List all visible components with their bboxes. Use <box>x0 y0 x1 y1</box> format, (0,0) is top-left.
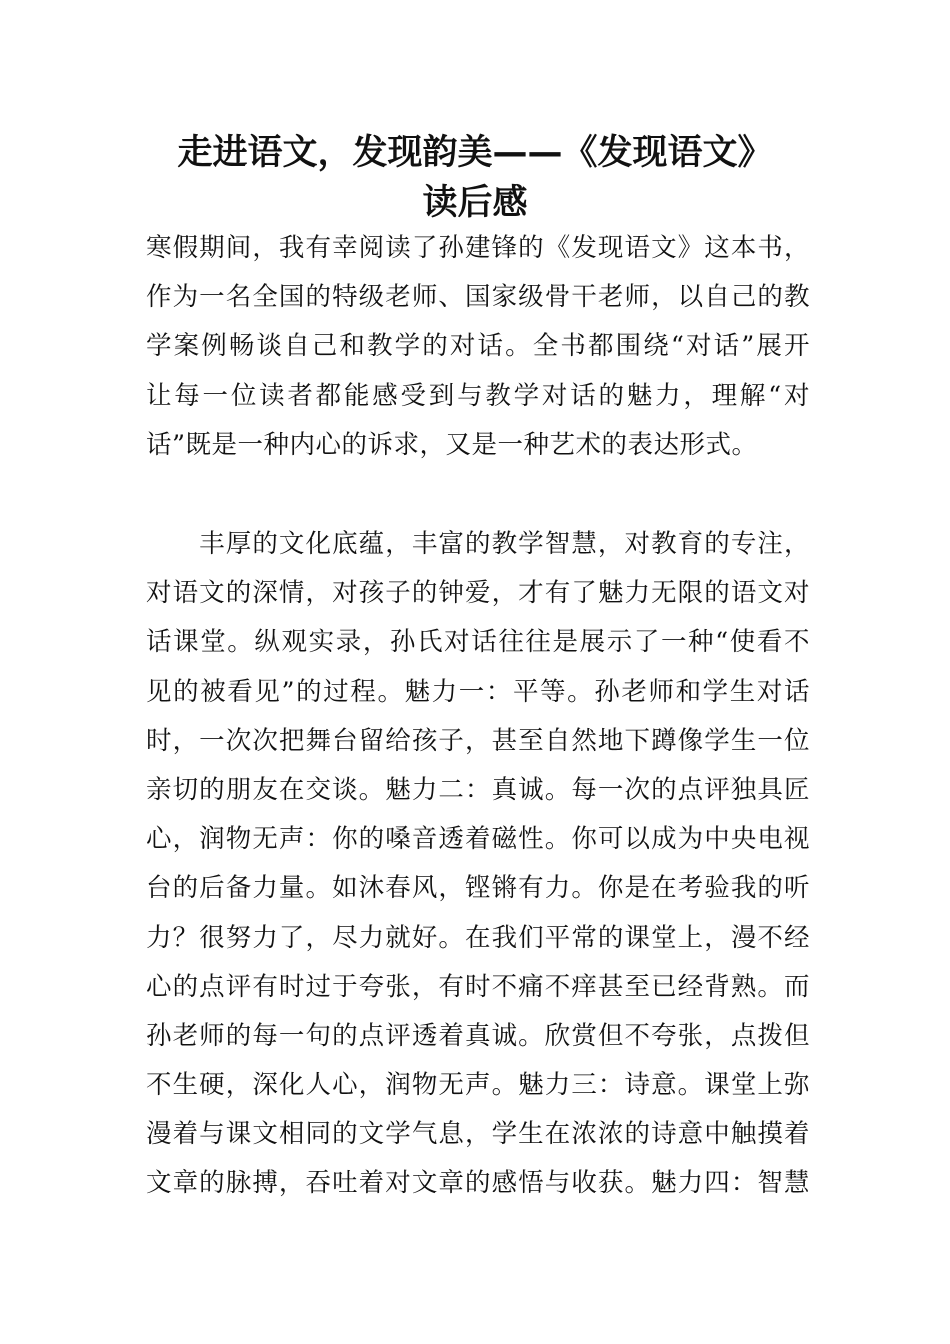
text-line: 心的点评有时过于夸张，有时不痛不痒甚至已经背熟。而 <box>146 971 810 1002</box>
text-line: 亲切的朋友在交谈。魅力二：真诚。每一次的点评独具匠 <box>146 774 810 805</box>
text-line: 寒假期间，我有幸阅读了孙建锋的《发现语文》这本书， <box>146 233 810 263</box>
title-line-1: 走进语文，发现韵美——《发现语文》 <box>177 133 773 173</box>
text-line: 孙老师的每一句的点评透着真诚。欣赏但不夸张，点拨但 <box>146 1020 810 1051</box>
text-line: 见的被看见”的过程。魅力一：平等。孙老师和学生对话 <box>146 676 810 707</box>
paragraph-2 <box>146 520 810 1209</box>
text-line: 对语文的深情，对孩子的钟爱，才有了魅力无限的语文对 <box>146 578 810 609</box>
text-line: 学案例畅谈自己和教学的对话。全书都围绕“对话”展开 <box>146 331 810 362</box>
text-line: 台的后备力量。如沐春风，铿锵有力。你是在考验我的听 <box>146 873 810 904</box>
document-title <box>120 128 830 228</box>
text-line: 时，一次次把舞台留给孩子，甚至自然地下蹲像学生一位 <box>146 725 810 756</box>
text-line: 话课堂。纵观实录，孙氏对话往往是展示了一种“使看不 <box>146 627 810 658</box>
text-line: 漫着与课文相同的文学气息，学生在浓浓的诗意中触摸着 <box>146 1119 810 1150</box>
text-line: 力？很努力了，尽力就好。在我们平常的课堂上，漫不经 <box>146 922 810 953</box>
text-line: 让每一位读者都能感受到与教学对话的魅力，理解“对 <box>146 380 810 411</box>
title-line-2: 读后感 <box>422 183 528 223</box>
text-line: 不生硬，深化人心，润物无声。魅力三：诗意。课堂上弥 <box>146 1070 810 1101</box>
text-line: 话”既是一种内心的诉求，又是一种艺术的表达形式。 <box>146 429 758 460</box>
text-line: 文章的脉搏，吞吐着对文章的感悟与收获。魅力四：智慧 <box>146 1168 810 1199</box>
text-line: 心，润物无声：你的嗓音透着磁性。你可以成为中央电视 <box>146 824 810 855</box>
text-line: 作为一名全国的特级老师、国家级骨干老师，以自己的教 <box>146 282 810 313</box>
text-line: 丰厚的文化底蕴，丰富的教学智慧，对教育的专注， <box>146 529 810 559</box>
paragraph-1 <box>146 224 810 470</box>
